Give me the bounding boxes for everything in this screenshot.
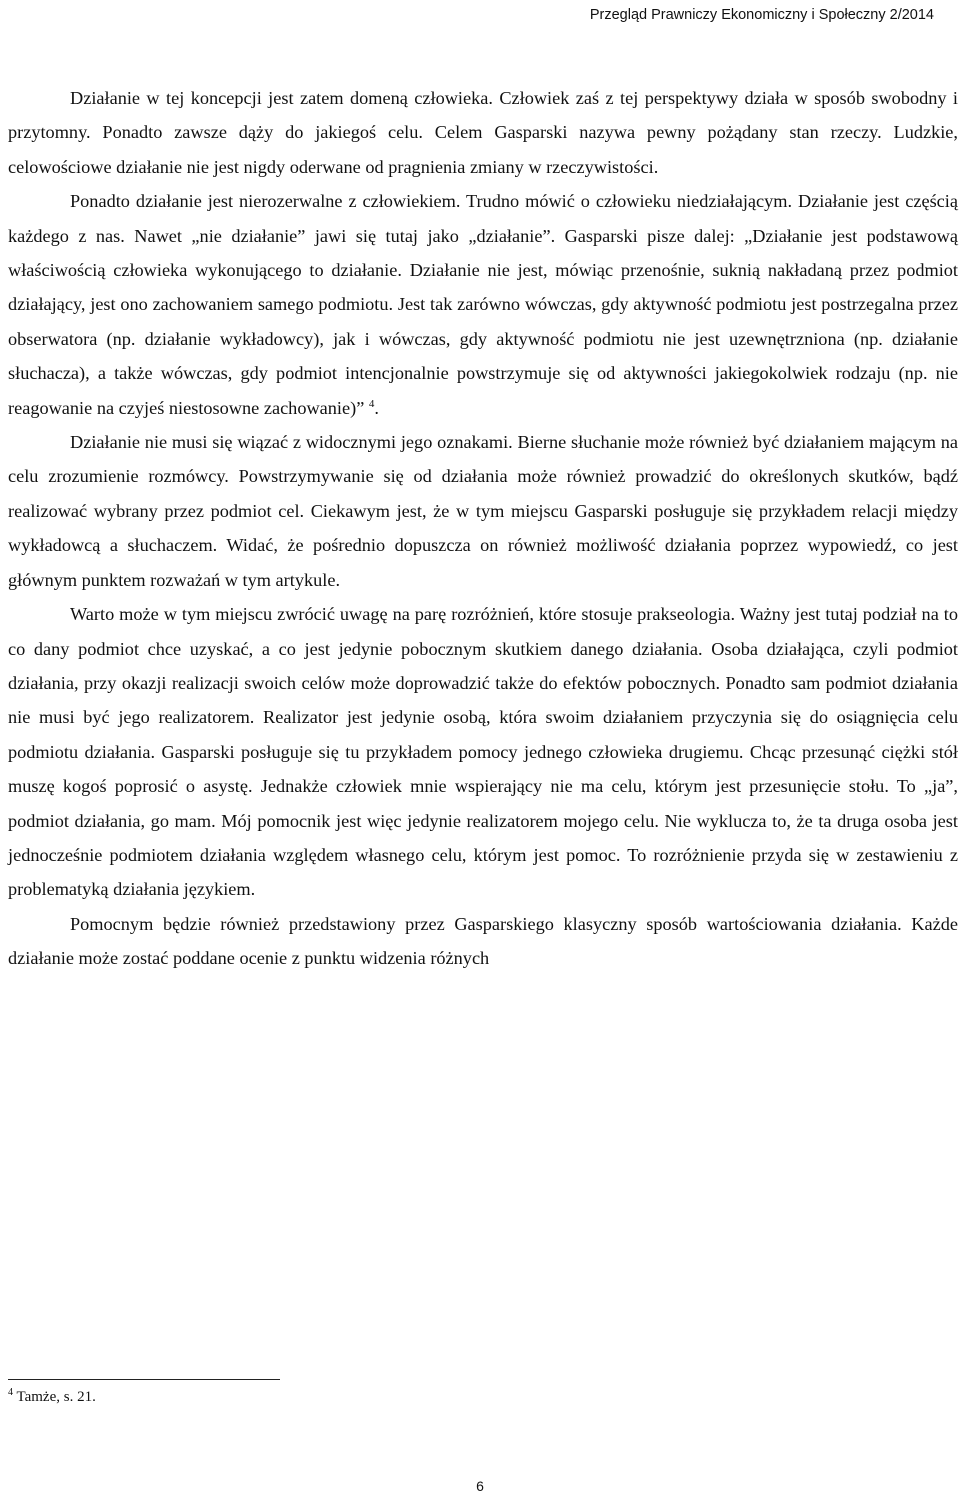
paragraph: Warto może w tym miejscu zwrócić uwagę na parę rozróżnień, które stosuje prakseologia. Ważny jest tutaj podział na to co dany podmiot chce uzyskać, a co jest jedynie pobocznym skutkiem danego działania. Osoba działająca, czyli podmiot działania, przy okazji realizacji swoich celów może doprowadzić także do efektów pobocznych. Ponadto sam podmiot działania nie musi być jego realizatorem. Realizator jest jedynie osobą, która swoim działaniem przyczynia się do osiągnięcia celu podmiotu działania. Gasparski posługuje się tu przykładem pomocy jednego człowieka drugiemu. Chcąc przesunąć ciężki stół muszę kogoś poprosić o asystę. Jednakże człowiek mnie wspierający nie ma celu, którym jest przesunięcie stołu. To „ja”, podmiot działania, go mam. Mój pomocnik jest więc jedynie realizatorem mojego celu. Nie wyklucza to, że ta druga osoba jest jednocześnie podmiotem działania względem własnego celu, którym jest pomoc. To rozróżnienie przyda się w zestawieniu z problematyką działania językiem. [8,604,958,900]
footnote [8,1389,96,1406]
footnote-text: Tamże, s. 21. [16,1389,96,1405]
footnote-number: 4 [8,1387,13,1398]
paragraph: Pomocnym będzie również przedstawiony przez Gasparskiego klasyczny sposób wartościowania działania. Każde działanie może zostać poddane ocenie z punktu widzenia różnych [8,913,958,969]
article-body [8,81,958,976]
paragraph: Działanie nie musi się wiązać z widocznymi jego oznakami. Bierne słuchanie może również być działaniem mającym na celu zrozumienie rozmówcy. Powstrzymywanie się od działania może również prowadzić do określonych skutków, bądź realizować wybrany przez podmiot cel. Ciekawym jest, że w tym miejscu Gasparski posługuje się przykładem relacji między wykładowcą a słuchaczem. Widać, że pośrednio dopuszcza on również możliwość działania poprzez wypowiedź, co jest głównym punktem rozważań w tym artykule. [8,432,958,590]
paragraph: Działanie w tej koncepcji jest zatem domeną człowieka. Człowiek zaś z tej perspektywy działa w sposób swobodny i przytomny. Ponadto zawsze dąży do jakiegoś celu. Celem Gasparski nazywa pewny pożądany stan rzeczy. Ludzkie, celowościowe działanie nie jest nigdy oderwane od pragnienia zmiany w rzeczywistości. [8,88,958,177]
paragraph [8,184,958,425]
paragraph-end: . [374,397,379,418]
paragraph-text: Ponadto działanie jest nierozerwalne z człowiekiem. Trudno mówić o człowieku niedziałającym. Działanie jest częścią każdego z nas. Nawet „nie działanie” jawi się tutaj jako „działanie”. Gasparski pisze dalej: „Działanie jest podstawową właściwością człowieka wykonującego to działanie. Działanie nie jest, mówiąc przenośnie, suknią nakładaną przez podmiot działający, jest ono zachowaniem samego podmiotu. Jest tak zarówno wówczas, gdy aktywność podmiotu jest postrzegalna przez obserwatora (np. działanie wykładowcy), jak i wówczas, gdy aktywność podmiotu nie jest uzewnętrzniona (np. działanie słuchacza), a także wówczas, gdy podmiot intencjonalnie powstrzymuje się od aktywności jakiegokolwiek rodzaju (np. nie reagowanie na czyjeś niestosowne zachowanie)” [8,191,958,418]
page-number: 6 [476,1478,484,1494]
journal-header: Przegląd Prawniczy Ekonomiczny i Społeczny 2/2014 [589,7,934,23]
footnote-reference[interactable]: 4 [368,397,375,410]
footnote-separator [8,1379,280,1380]
